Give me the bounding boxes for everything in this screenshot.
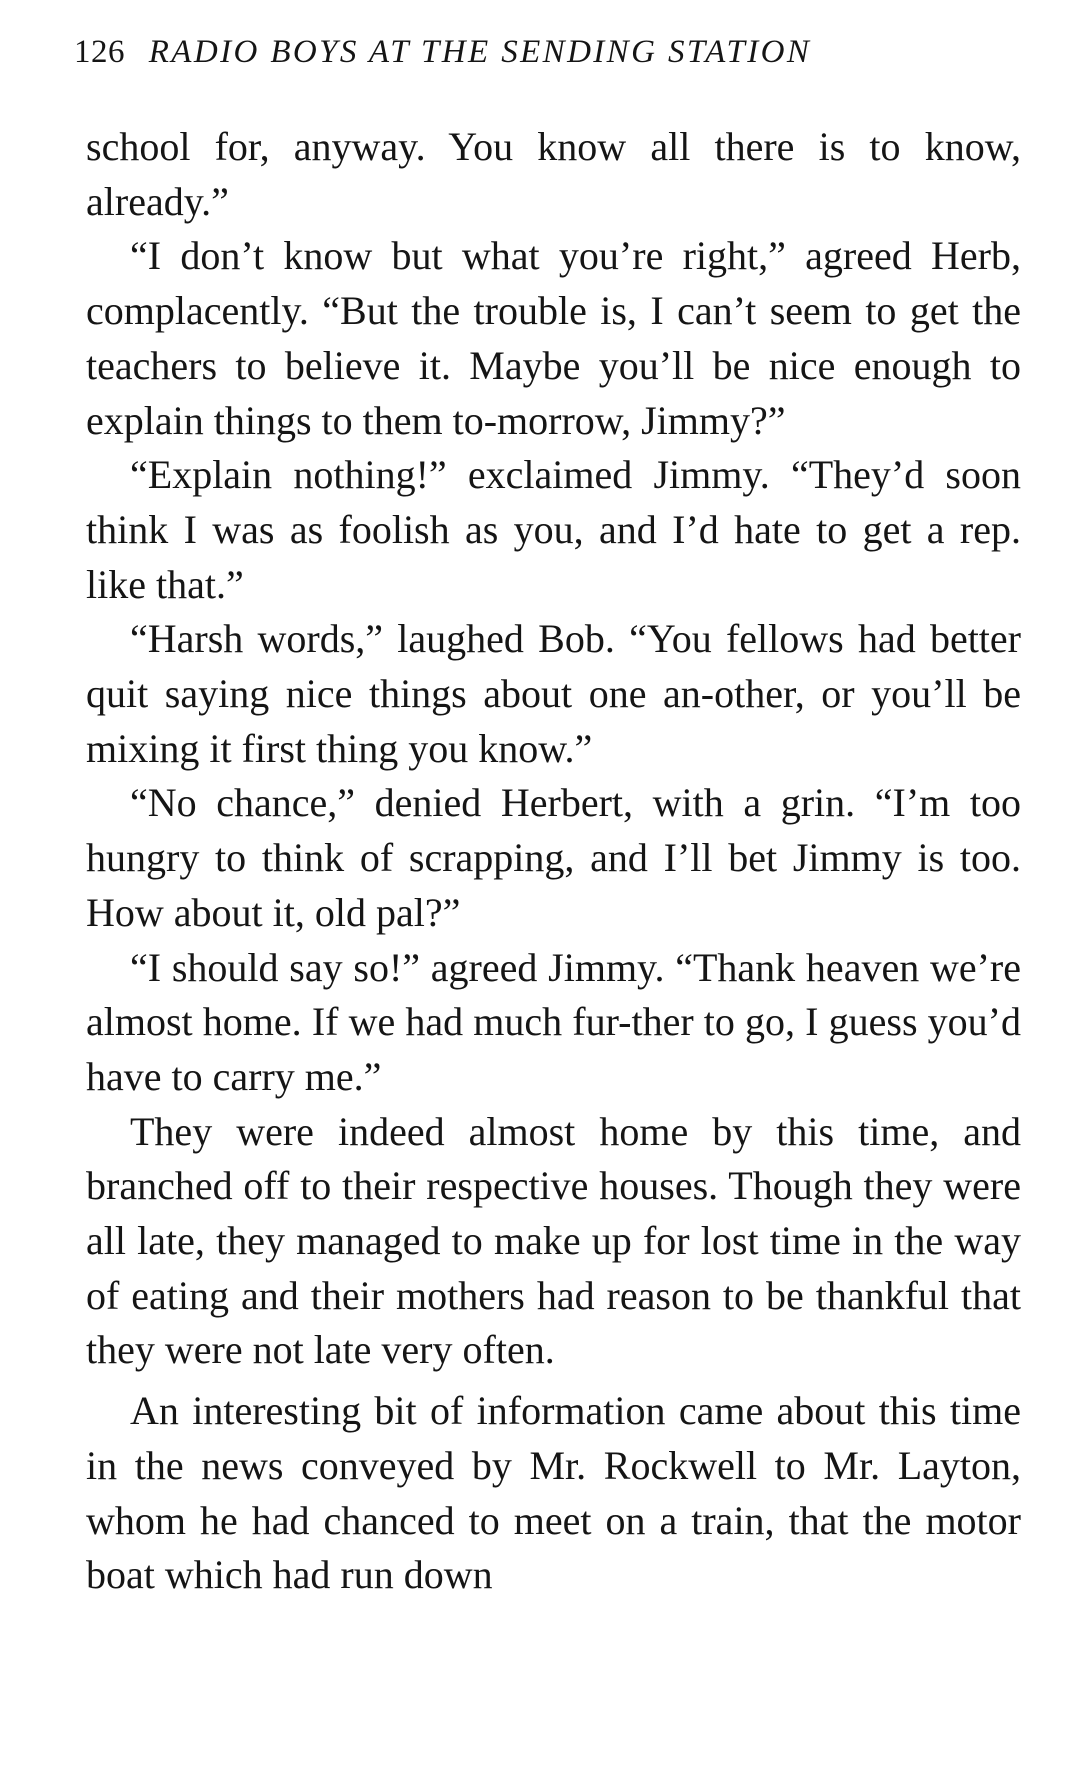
paragraph-6: “I should say so!” agreed Jimmy. “Thank heaven we’re almost home. If we had much fur-ther to go, I guess you’d have to carry me.” [86,944,1021,1099]
running-title: RADIO BOYS AT THE SENDING STATION [148,34,812,70]
paragraph-4: “Harsh words,” laughed Bob. “You fellows had better quit saying nice things about one an-other, or you’ll be mixing it first thing you know.” [86,616,1021,771]
paragraph-5: “No chance,” denied Herbert, with a grin. “I’m too hungry to think of scrapping, and I’ll bet Jimmy is too. How about it, old pal?” [86,780,1021,935]
paragraph-8: An interesting bit of information came about this time in the news conveyed by Mr. Rockwell to Mr. Layton, whom he had chanced to meet on a train, that the motor boat which had run down [86,1388,1021,1598]
paragraph-7: They were indeed almost home by this time, and branched off to their respective houses. Though they were all late, they managed to make up for lost time in the way of eating and their mothers had reason to be thankful that they were not late very often. [86,1108,1021,1373]
body-text [86,120,1021,1603]
paragraph-1: school for, anyway. You know all there is to know, already.” [86,124,1021,224]
paragraph-3: “Explain nothing!” exclaimed Jimmy. “They’d soon think I was as foolish as you, and I’d hate to get a rep. like that.” [86,452,1021,607]
page-number: 126 [74,34,125,70]
running-header [74,34,1024,84]
paragraph-2: “I don’t know but what you’re right,” agreed Herb, complacently. “But the trouble is, I can’t seem to get the teachers to believe it. Maybe you’ll be nice enough to explain things to them to-morrow, Jimmy?” [86,233,1021,443]
